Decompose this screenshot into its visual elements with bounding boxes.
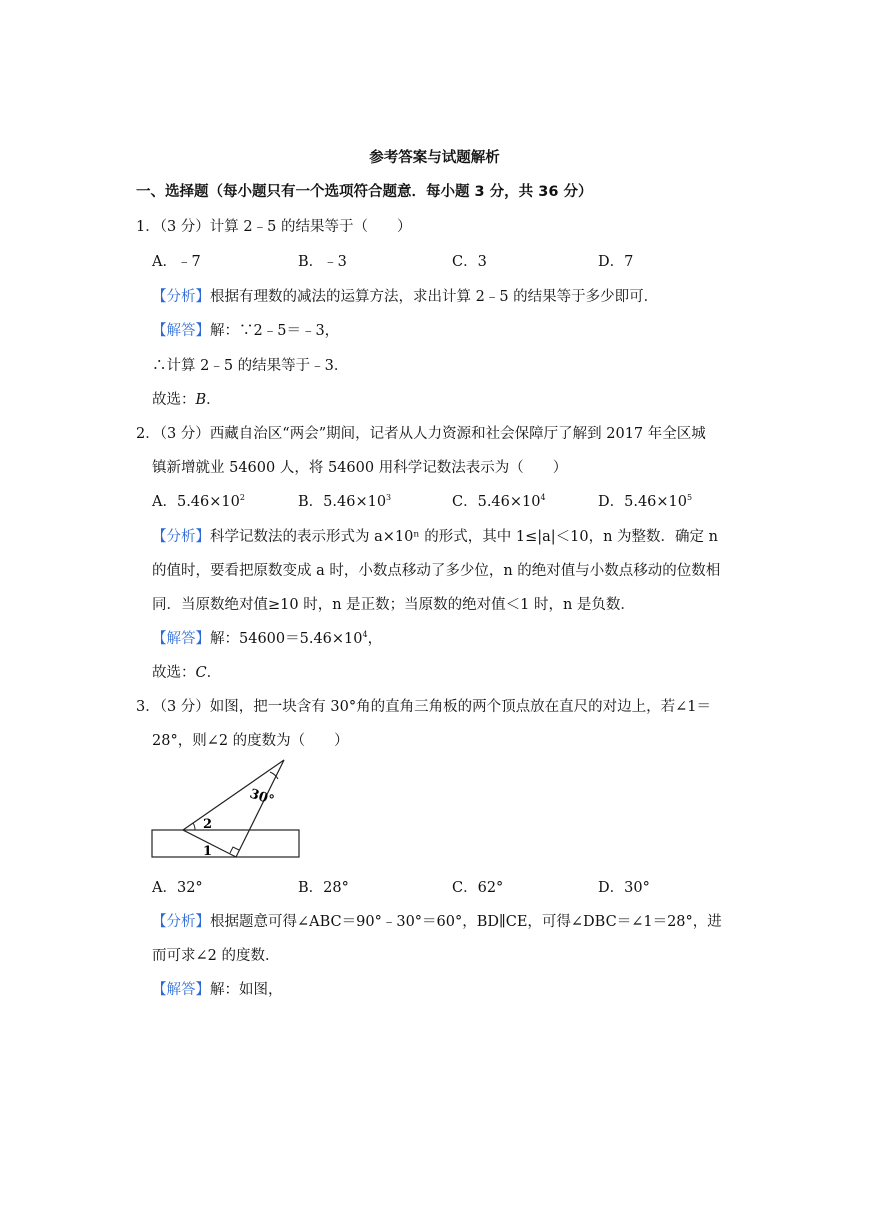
q3-option-d: D．30° <box>598 880 650 896</box>
q2-analysis <box>152 525 718 546</box>
q2-option-c: C．$5.46\times 10^4$ <box>452 493 546 510</box>
q2-analysis-line-2: 的值时，要看把原数变成 a 时，小数点移动了多少位，n 的绝对值与小数点移动的位数相 <box>152 563 721 579</box>
triangle <box>183 760 284 857</box>
triangle-ruler-figure <box>148 757 303 861</box>
q2-option-b: B．$5.46\times 10^3$ <box>298 493 392 510</box>
q1-option-a: A．﹣7 <box>152 254 201 270</box>
choice-prefix: 故选： <box>152 392 196 408</box>
q1-answer-line-2: ∴计算 2﹣5 的结果等于﹣3． <box>152 358 349 374</box>
analysis-tag: 【分析】 <box>152 289 210 305</box>
analysis-tag: 【分析】 <box>152 529 210 545</box>
q3-option-b: B．28° <box>298 880 349 896</box>
page-title: 参考答案与试题解析 <box>369 150 500 166</box>
choice-suffix: ． <box>206 392 221 408</box>
q1-answer <box>152 319 339 340</box>
q3-analysis-line-1: 根据题意可得∠ABC＝90°﹣30°＝60°，BD∥CE，可得∠DBC＝∠1＝28°，进 <box>210 914 722 930</box>
q3-answer <box>152 978 283 999</box>
answer-tag: 【解答】 <box>152 982 210 998</box>
question-3-stem-line-2: 28°，则∠2 的度数为（ ） <box>152 733 349 749</box>
q3-option-a: A．32° <box>152 880 203 896</box>
answer-tag: 【解答】 <box>152 631 210 647</box>
q2-answer-tail: ， <box>367 631 383 647</box>
q3-analysis <box>152 910 722 931</box>
q2-analysis-line-1: 科学记数法的表示形式为 a×10ⁿ 的形式，其中 1≤|a|＜10，n 为整数．确定 n <box>210 529 718 545</box>
q2-analysis-line-3: 同．当原数绝对值≥10 时，n 是正数；当原数的绝对值＜1 时，n 是负数． <box>152 597 635 613</box>
question-2-stem-line-2: 镇新增就业 54600 人，将 54600 用科学记数法表示为（ ） <box>152 460 568 476</box>
angle-30-label: 30° <box>247 786 276 809</box>
question-3-stem-line-1: 3．（3 分）如图，把一块含有 30°角的直角三角板的两个顶点放在直尺的对边上，若∠1＝ <box>136 699 711 715</box>
q1-option-c: C．3 <box>452 254 487 270</box>
choice-prefix: 故选： <box>152 665 196 681</box>
q3-option-c: C．62° <box>452 880 504 896</box>
question-2-stem-line-1: 2．（3 分）西藏自治区“两会”期间，记者从人力资源和社会保障厅了解到 2017 年全区城 <box>136 426 706 442</box>
question-1-stem: 1．（3 分）计算 2﹣5 的结果等于（ ） <box>136 219 412 235</box>
angle-1-label: 1 <box>203 844 213 859</box>
q1-choice <box>152 388 221 409</box>
ruler <box>152 830 299 857</box>
q2-option-d: D．$5.46\times 10^5$ <box>598 493 693 510</box>
q1-option-d: D．7 <box>598 254 634 270</box>
q2-answer <box>152 627 382 648</box>
choice-suffix: ． <box>206 665 222 681</box>
section-heading: 一、选择题（每小题只有一个选项符合题意．每小题 3 分，共 36 分） <box>136 184 593 200</box>
q2-answer-base: 解：54600＝5.46×10 <box>210 631 363 647</box>
q1-option-b: B．﹣3 <box>298 254 347 270</box>
q2-option-a: A．$5.46\times 10^2$ <box>152 493 245 510</box>
analysis-tag: 【分析】 <box>152 914 210 930</box>
choice-letter: C <box>195 665 207 681</box>
q1-answer-line-1: 解：∵2﹣5＝﹣3， <box>210 323 340 339</box>
angle-2-label: 2 <box>203 817 213 832</box>
angle-2-arc <box>193 823 195 830</box>
q1-analysis-text: 根据有理数的减法的运算方法，求出计算 2﹣5 的结果等于多少即可． <box>210 289 659 305</box>
answer-tag: 【解答】 <box>152 323 210 339</box>
right-angle-mark <box>230 847 239 853</box>
q1-analysis <box>152 285 658 306</box>
q2-choice <box>152 661 221 682</box>
choice-letter: B <box>195 392 207 408</box>
q2-answer-exp: 4 <box>362 630 368 639</box>
q3-analysis-line-2: 而可求∠2 的度数． <box>152 948 280 964</box>
q3-answer-line-1: 解：如图， <box>210 982 283 998</box>
